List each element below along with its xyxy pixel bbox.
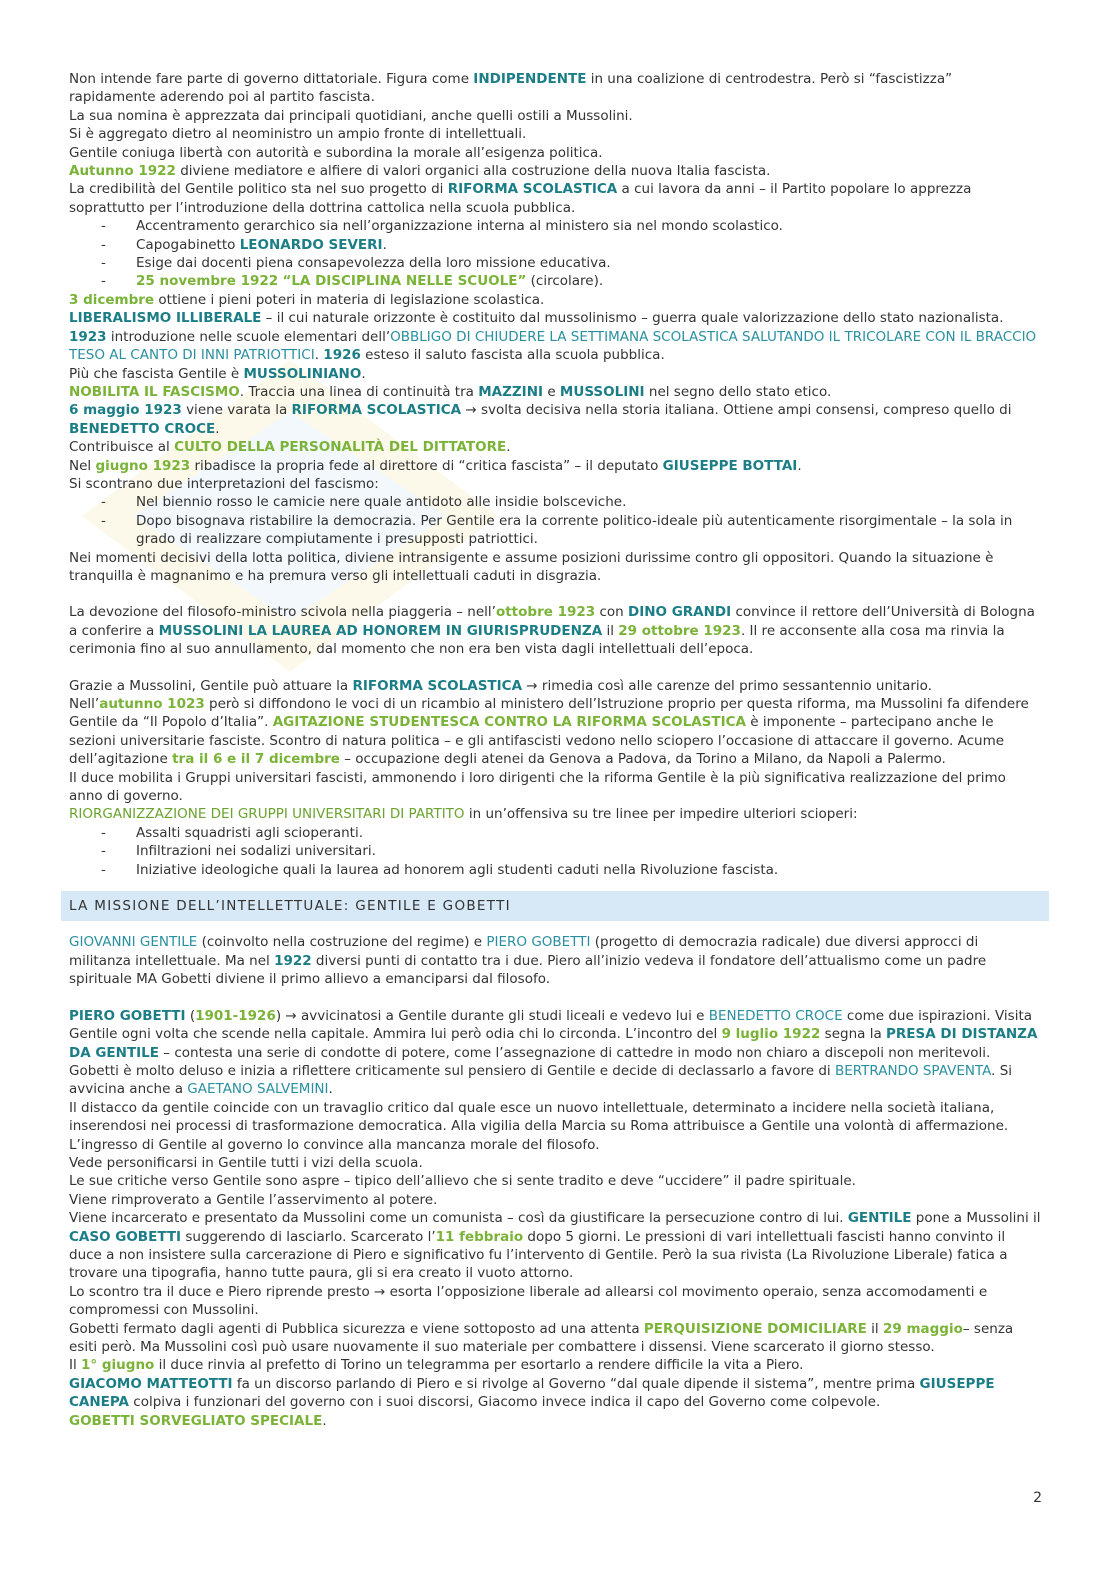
text-run: nel segno dello stato etico. [644,383,832,400]
text-run: il [602,622,619,639]
highlight-term: giugno 1923 [95,457,191,474]
text-run: . Si avvicina anche a [69,1062,1013,1098]
text-run: Nei momenti decisivi della lotta politica, diviene intransigente e assume posizioni durissime contro gli oppositori. Quando la situazione è tranquilla è magnanimo e ha premura verso gli intellettuali caduti in disgrazia. [69,549,994,584]
highlight-term: 1926 [323,347,361,364]
highlight-term: RIORGANIZZAZIONE DEI GRUPPI UNIVERSITARI DI PARTITO [69,806,465,823]
text-run: Capogabinetto [136,236,240,253]
text-run: L’ingresso di Gentile al governo lo convince alla mancanza morale del filosofo. [69,1136,600,1153]
list-offensiva [69,824,1041,879]
list-item [69,217,1041,235]
text-run: Nel [69,457,96,474]
paragraph [69,328,1041,365]
text-run: . [382,236,387,253]
text-run: Gentile coniuga libertà con autorità e subordina la morale all’esigenza politica. [69,144,603,161]
paragraph [69,1356,1041,1374]
paragraph-gap [69,989,1041,1007]
text-run: . Il re acconsente alla cosa ma rinvia la cerimonia fino al suo annullamento, dal momento che non era ben vista dagli intellettuali dell’epoca. [69,622,1005,658]
paragraph [69,162,1041,180]
text-run: Nell’ [69,696,100,712]
text-run: Nel biennio rosso le camicie nere quale antidoto alle insidie bolsceviche. [136,494,627,511]
section-heading: LA MISSIONE DELL’INTELLETTUALE: GENTILE E GOBETTI [61,891,1049,921]
list-item [69,254,1041,272]
highlight-term: GIUSEPPE BOTTAI [662,457,798,474]
list-item [69,236,1041,254]
highlight-term: CASO GOBETTI [69,1228,182,1245]
highlight-term: LEONARDO SEVERI [239,236,383,253]
highlight-term: MUSSOLINI LA LAUREA AD HONOREM IN GIURISPRUDENZA [158,622,603,639]
text-run: . [314,347,324,364]
paragraph [69,1172,1041,1190]
highlight-term: 29 maggio [882,1320,963,1337]
list-item [69,842,1041,860]
paragraph [69,125,1041,143]
paragraph [69,401,1041,438]
paragraph [69,1283,1041,1320]
text-run: – occupazione degli atenei da Genova a Padova, da Torino a Milano, da Napoli a Palermo. [339,751,946,768]
paragraph [69,1412,1041,1430]
list-item [69,861,1041,879]
document-page [69,70,1041,1430]
highlight-term: OBBLIGO DI CHIUDERE LA SETTIMANA SCOLASTICA SALUTANDO IL TRICOLARE CON IL BRACCIO TESO AL CANTO DI INNI PATRIOTTICI [69,328,1037,364]
paragraph [69,805,1041,823]
text-run: pone a Mussolini il [911,1210,1041,1227]
text-run: Il distacco da gentile coincide con un travaglio critico dal quale esce un nuovo intellettuale, determinato a incidere nella società italiana, inserendosi nei processi di trasformazione democratica. Alla vigilia della Marcia su Roma attribuisce a Gentile una volontà di affermazione. [69,1099,1009,1135]
list-item [69,272,1041,290]
highlight-term: tra il 6 e il 7 dicembre [172,751,340,768]
text-run: Assalti squadristi agli scioperanti. [136,824,364,841]
text-run: . [215,420,220,437]
text-run: ribadisce la propria fede al direttore di “critica fascista” – il deputato [190,457,663,474]
highlight-term: 1901-1926 [195,1007,276,1024]
highlight-term: PRESA DI DISTANZA DA GENTILE [69,1026,1038,1061]
text-run: . [361,365,366,382]
text-run: diviene mediatore e alfiere di valori organici alla costruzione della nuova Italia fascista. [175,163,771,180]
paragraph-gap [69,585,1041,603]
highlight-term: autunno 1023 [99,696,205,712]
highlight-term: NOBILITA IL FASCISMO [69,383,240,400]
highlight-term: ottobre 1923 [495,604,596,621]
text-run: il duce rinvia al prefetto di Torino un telegramma per esortarlo a rendere difficile la vita a Piero. [154,1357,804,1374]
text-run: Viene incarcerato e presentato da Mussolini come un comunista – così da giustificare la persecuzione contro di lui. [69,1210,848,1227]
paragraph [69,291,1041,309]
highlight-term: DINO GRANDI [628,604,732,621]
highlight-term: GIACOMO MATTEOTTI [69,1375,233,1392]
text-run: fa un discorso parlando di Piero e si rivolge al Governo “dal quale dipende il sistema”, mentre prima [232,1375,920,1392]
highlight-term: “LA DISCIPLINA NELLE SCUOLE” [282,273,527,290]
text-run: La sua nomina è apprezzata dai principali quotidiani, anche quelli ostili a Mussolini. [69,107,633,124]
text-run: Gobetti fermato dagli agenti di Pubblica sicurezza e viene sottoposto ad una attenta [69,1320,644,1337]
text-run: in una coalizione di centrodestra. Però si “fascistizza” rapidamente aderendo poi al partito fascista. [69,71,953,106]
highlight-term: GOBETTI SORVEGLIATO SPECIALE [69,1412,323,1429]
text-run: Iniziative ideologiche quali la laurea ad honorem agli studenti caduti nella Rivoluzione fascista. [136,861,779,878]
paragraph [69,1154,1041,1172]
text-run: → svolta decisiva nella storia italiana. Ottiene ampi consensi, compreso quello di [461,402,1012,419]
highlight-term: BENEDETTO CROCE [708,1007,843,1024]
paragraph [69,933,1041,988]
paragraph [69,1320,1041,1357]
highlight-term: 9 luglio 1922 [721,1026,821,1043]
highlight-term: MUSSOLINIANO [243,365,362,382]
paragraph [69,70,1041,107]
list-item [69,824,1041,842]
highlight-term: 6 maggio 1923 [69,402,182,419]
text-run: il [866,1320,883,1337]
highlight-term: PIERO GOBETTI [69,1007,186,1024]
text-run: . [797,457,802,474]
highlight-term: PIERO GOBETTI [486,934,591,951]
paragraph [69,309,1041,327]
highlight-term: Autunno 1922 [69,163,176,180]
highlight-term: BERTRANDO SPAVENTA [834,1062,992,1079]
section-middle [69,291,1041,493]
text-run: . [506,439,511,456]
highlight-term: GIOVANNI GENTILE [69,934,198,951]
paragraph [69,1375,1041,1412]
text-run: Viene rimproverato a Gentile l’asservimento al potere. [69,1191,438,1208]
text-run: La credibilità del Gentile politico sta nel suo progetto di [69,181,448,198]
text-run: esteso il saluto fascista alla scuola pubblica. [360,347,665,364]
paragraph [69,695,1041,769]
highlight-term: GIUSEPPE CANEPA [69,1375,995,1411]
paragraph [69,107,1041,125]
text-run: Lo scontro tra il duce e Piero riprende presto → esorta l’opposizione liberale ad allearsi col movimento operaio, senza accomodamenti e compromessi con Mussolini. [69,1283,988,1319]
page-number: 2 [1033,1490,1042,1506]
highlight-term: GAETANO SALVEMINI [187,1081,329,1098]
text-run: è imponente – partecipano anche le sezioni universitarie fasciste. Scontro di natura politica – e gli antifascisti vedono nello sciopero l’occasione di attaccare il governo. Acume dell’agitazione [69,714,1005,768]
highlight-term: 1922 [274,952,312,969]
paragraph [69,438,1041,456]
highlight-term: MAZZINI [478,383,544,400]
text-run: Non intende fare parte di governo dittatoriale. Figura come [69,71,474,87]
highlight-term: GENTILE [847,1210,912,1227]
highlight-term: PERQUISIZIONE DOMICILIARE [643,1320,867,1337]
highlight-term: RIFORMA SCOLASTICA [447,181,618,198]
text-run: ( [185,1007,196,1024]
list-interpretazioni [69,493,1041,548]
paragraph [69,1191,1041,1209]
highlight-term: AGITAZIONE STUDENTESCA CONTRO LA RIFORMA SCOLASTICA [272,714,746,731]
text-run: Vede personificarsi in Gentile tutti i vizi della scuola. [69,1154,423,1171]
highlight-term: 1° giugno [81,1357,155,1374]
highlight-term: LIBERALISMO ILLIBERALE [69,310,262,327]
highlight-term: 25 novembre 1922 [136,273,279,290]
text-run: colpiva i funzionari del governo con i suoi discorsi, Giacomo invece indica il capo del Governo come colpevole. [128,1394,881,1411]
highlight-term: RIFORMA SCOLASTICA [352,677,523,694]
highlight-term: BENEDETTO CROCE [69,420,216,437]
paragraph [69,603,1041,658]
paragraph [69,144,1041,162]
text-run: (coinvolto nella costruzione del regime) e [197,934,487,951]
list-item [69,512,1041,549]
text-run: – il cui naturale orizzonte è costituito dal mussolinismo – guerra quale valorizzazione dello stato nazionalista. [261,310,1004,327]
paragraph [69,549,1041,586]
text-run: . [328,1081,333,1098]
text-run: – senza esiti però. Ma Mussolini così può usare nuovamente il suo materiale per combattere i dissensi. Viene scarcerato il giorno stesso. [69,1320,1014,1355]
text-run: Si è aggregato dietro al neoministro un ampio fronte di intellettuali. [69,126,527,143]
paragraph [69,457,1041,475]
text-run: in un’offensiva su tre linee per impedire ulteriori scioperi: [464,806,858,823]
text-run: diversi punti di contatto tra i due. Piero all’inizio vedeva il fondatore dell’attualismo come un padre spirituale MA Gobetti diviene il primo allievo a emanciparsi dal filosofo. [69,952,987,988]
highlight-term: 1923 [69,328,107,345]
paragraph [69,1136,1041,1154]
section-bottom [69,933,1041,1430]
text-run: viene varata la [181,402,292,419]
text-run: ottiene i pieni poteri in materia di legislazione scolastica. [154,291,545,308]
text-run: → rimedia così alle carenze del primo sessantennio unitario. [522,677,932,694]
paragraph-gap [69,659,1041,677]
text-run: Dopo bisognava ristabilire la democrazia. Per Gentile era la corrente politico-ideale più autenticamente risorgimentale – la sola in grado di realizzare compiutamente i presupposti patriottici. [136,512,1013,548]
text-run: Esige dai docenti piena consapevolezza della loro missione educativa. [136,255,611,272]
paragraph [69,180,1041,217]
text-run: . Traccia una linea di continuità tra [239,383,479,400]
text-run: . [322,1412,327,1429]
paragraph [69,1007,1041,1099]
text-run: La devozione del filosofo-ministro scivola nella piaggeria – nell’ [69,604,496,621]
highlight-term: CULTO DELLA PERSONALITÀ DEL DITTATORE [174,439,507,456]
text-run: introduzione nelle scuole elementari dell’ [106,328,391,345]
text-run: e [543,383,560,400]
paragraph [69,677,1041,695]
text-run: – contesta una serie di condotte di potere, come l’assegnazione di cattedre in modo non chiaro a discepoli non meritevoli. Gobetti è molto deluso e inizia a riflettere criticamente sul pensiero di Gentile e decide di declassarlo a favore di [69,1044,991,1079]
text-run: come due ispirazioni. Visita Gentile ogni volta che scende nella capitale. Ammira lui però odia chi lo circonda. L’incontro del [69,1007,1033,1043]
highlight-term: MUSSOLINI [559,383,645,400]
text-run: convince il rettore dell’Università di Bologna a conferire a [69,604,1035,639]
text-run: Il [69,1357,82,1374]
text-run: Accentramento gerarchico sia nell’organizzazione interna al ministero sia nel mondo scolastico. [136,218,783,235]
text-run: a cui lavora da anni – il Partito popolare lo apprezza soprattutto per l’introduzione della dottrina cattolica nella scuola pubblica. [69,181,972,216]
text-run: però si diffondono le voci di un ricambio al ministero dell’Istruzione proprio per questa riforma, ma Mussolini fa difendere Gentile da “Il Popolo d’Italia”. [69,696,1029,731]
text-run: con [595,604,628,621]
text-run: Grazie a Mussolini, Gentile può attuare la [69,677,353,694]
text-run: Più che fascista Gentile è [69,365,244,382]
paragraph [69,769,1041,806]
highlight-term: 29 ottobre 1923 [618,622,741,639]
text-run: ) → avvicinatosi a Gentile durante gli studi liceali e vedevo lui e [275,1007,709,1024]
highlight-term: 11 febbraio [435,1228,524,1245]
text-run: dopo 5 giorni. Le pressioni di vari intellettuali fascisti hanno convinto il duce a non insistere sulla carcerazione di Piero e significativo fu l’intervento di Gentile. Però la sua rivista (La Rivoluzione Liberale) fatica a trovare una tipografia, hanno tutte paura, gli si era creato il vuoto attorno. [69,1228,1008,1282]
paragraph [69,475,1041,493]
text-run: segna la [820,1026,887,1043]
highlight-term: 3 dicembre [69,291,155,308]
text-run: suggerendo di lasciarlo. Scarcerato l’ [181,1228,436,1245]
paragraph [69,1209,1041,1283]
text-run: Si scontrano due interpretazioni del fascismo: [69,475,379,492]
text-run: Contribuisce al [69,439,175,456]
section-after [69,549,1041,824]
paragraph [69,365,1041,383]
text-run: (circolare). [526,273,604,290]
highlight-term: RIFORMA SCOLASTICA [291,402,462,419]
text-run: Infiltrazioni nei sodalizi universitari. [136,843,376,860]
section-top [69,70,1041,217]
list-item [69,493,1041,511]
paragraph [69,383,1041,401]
list-riforma [69,217,1041,291]
text-run: (progetto di democrazia radicale) due diversi approcci di militanza intellettuale. Ma nel [69,934,979,969]
text-run: Le sue critiche verso Gentile sono aspre – tipico dell’allievo che si sente tradito e deve “uccidere” il padre spirituale. [69,1173,856,1190]
paragraph [69,1099,1041,1136]
text-run: Il duce mobilita i Gruppi universitari fascisti, ammonendo i loro dirigenti che la riforma Gentile è la più significativa realizzazione del primo anno di governo. [69,769,1006,805]
highlight-term: INDIPENDENTE [473,71,587,87]
